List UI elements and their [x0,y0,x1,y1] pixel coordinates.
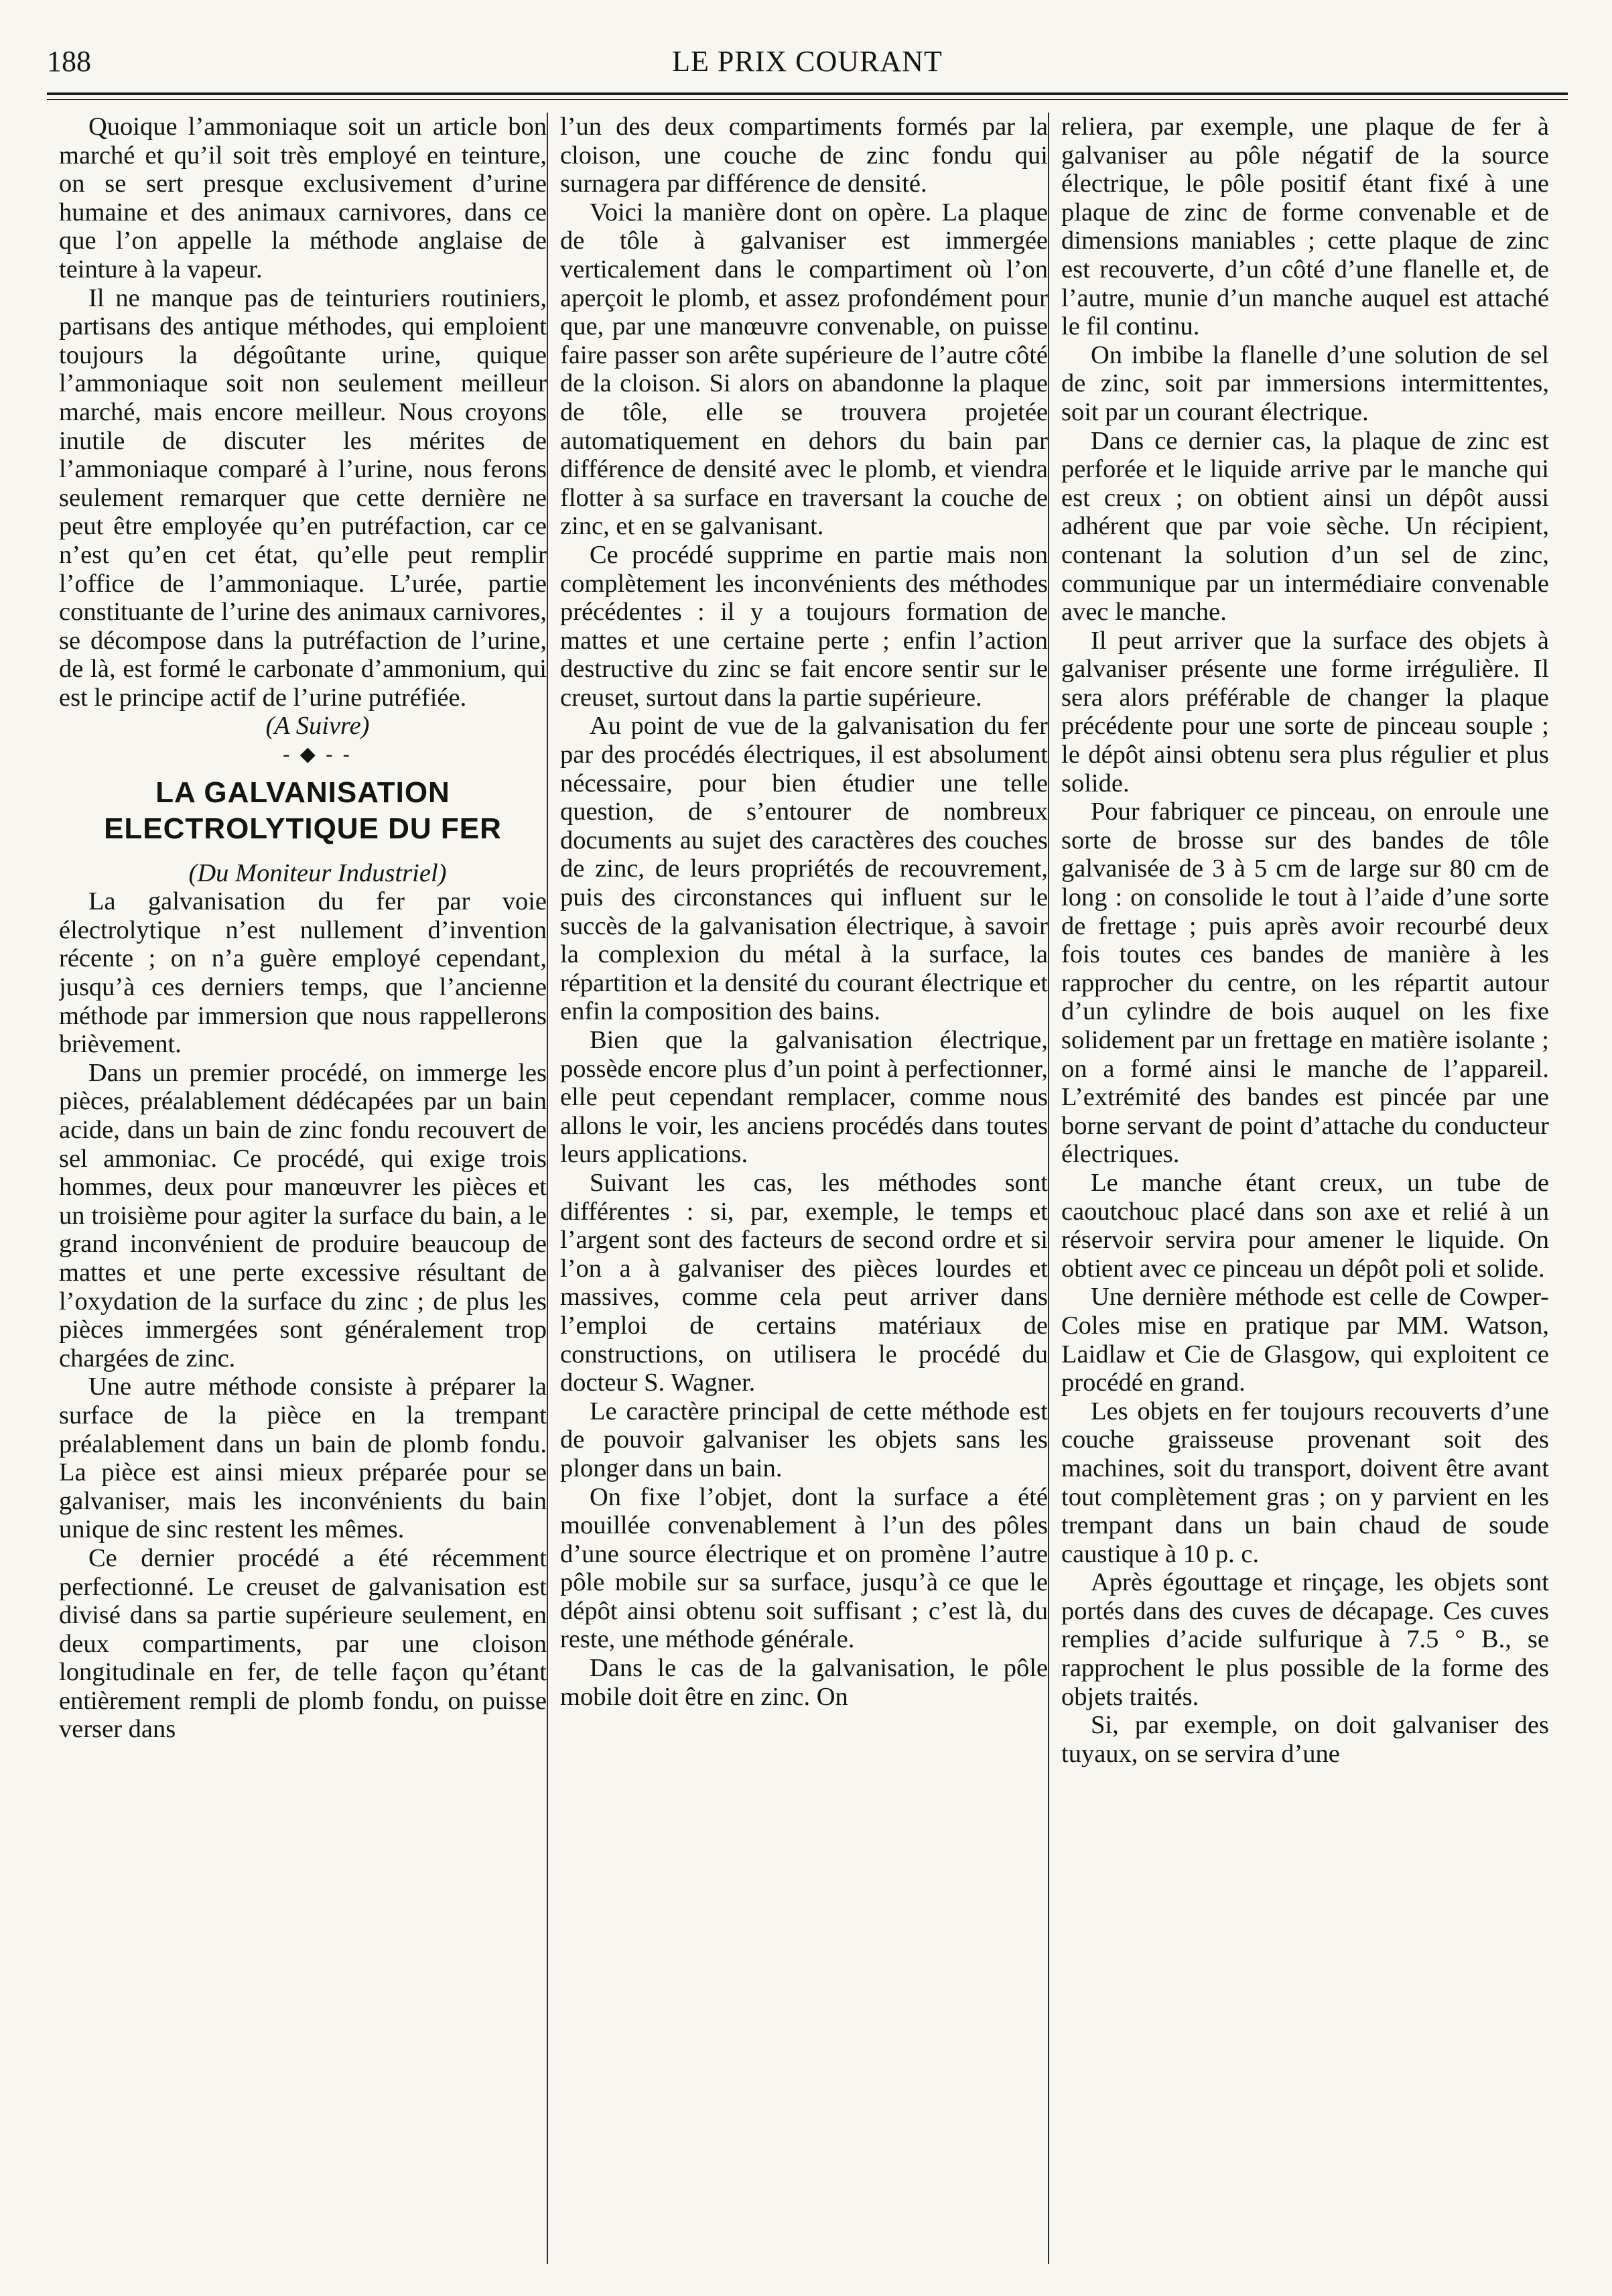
article-title: LA GALVANISATION ELECTROLYTIQUE DU FER [104,775,502,845]
paragraph: l’un des deux compartiments formés par la cloison, une couche de zinc fondu qui surnagera par différence de densité. [560,113,1048,198]
to-be-continued-note: (A Suivre) [265,712,370,741]
section-ornament: - ◆ - - [283,743,352,766]
paragraph: Dans un premier procédé, on immerge les pièces, préalablement dédécapées par un bain acide, dans un bain de zinc fondu recouvert de sel ammoniac. Ce procédé, qui exige trois hommes, deux pour manœuvrer les pièces et un troisième pour agiter la surface du bain, a le grand inconvénient de produire beaucoup de mattes et une perte excessive résultant de l’oxydation de la surface du zinc ; de plus les pièces immergées sont généralement trop chargées de zinc. [59,1058,547,1373]
header-rule-thin [47,99,1568,100]
header-rule [47,92,1568,95]
column-divider-1 [547,113,548,2264]
paragraph: Si, par exemple, on doit galvaniser des tuyaux, on se servira d’une [1061,1711,1549,1768]
paragraph: Une autre méthode consiste à préparer la surface de la pièce en la trempant préalablement dans un bain de plomb fondu. La pièce est ainsi mieux préparée pour se galvaniser, mais les inconvénients du bain unique de sinc restent les mêmes. [59,1373,547,1544]
paragraph: Il ne manque pas de teinturiers routiniers, partisans des antique méthodes, qui emploient toujours la dégoûtante urine, quique l’ammoniaque soit non seulement meilleur marché, mais encore meilleur. Nous croyons inutile de discuter les mérites de l’ammoniaque comparé à l’urine, nous ferons seulement remarquer que cette dernière ne peut être employée qu’en putréfaction, car ce n’est qu’en cet état, qu’elle peut remplir l’office de l’ammoniaque. L’urée, partie constituante de l’urine des animaux carnivores, se décompose dans la putréfaction de l’urine, de là, est formé le carbonate d’ammonium, qui est le principe actif de l’urine putréfiée. [59,283,547,712]
paragraph: On fixe l’objet, dont la surface a été mouillée convenablement à l’un des pôles d’une source électrique et on promène l’autre pôle mobile sur sa surface, jusqu’à ce que le dépôt ainsi obtenu soit suffisant ; c’est là, du reste, une méthode générale. [560,1482,1048,1654]
column-divider-2 [1048,113,1049,2264]
paragraph: La galvanisation du fer par voie électrolytique n’est nullement d’invention récente ; on n’a guère employé cependant, jusqu’à ces derniers temps, que l’ancienne méthode par immersion que nous rappellerons brièvement. [59,887,547,1059]
paragraph: Au point de vue de la galvanisation du fer par des procédés électriques, il est absolument nécessaire, pour bien étudier une telle question, de s’entourer de nombreux documents au sujet des caractères des couches de zinc, de leurs propriétés de recouvrement, puis des circonstances qui influent sur le succès de la galvanisation électrique, à savoir la complexion du métal à la surface, la répartition et la densité du courant électrique et enfin la composition des bains. [560,712,1048,1026]
page-number: 188 [47,45,91,78]
paragraph: Pour fabriquer ce pinceau, on enroule une sorte de brosse sur des bandes de tôle galvanisée de 3 à 5 cm de large sur 80 cm de long : on consolide le tout à l’aide d’une sorte de frettage ; puis après avoir recourbé deux fois toutes ces bandes de manière à les rapprocher du centre, on les répartit autour d’un cylindre de bois auquel on les fixe solidement par un frettage en matière isolante ; on a formé ainsi le manche de l’appareil. L’extrémité des bandes est pincée par une borne servant de point d’attache du conducteur électriques. [1061,798,1549,1169]
paragraph: Dans ce dernier cas, la plaque de zinc est perforée et le liquide arrive par le manche qui est creux ; on obtient ainsi un dépôt aussi adhérent que par voie sèche. Un récipient, contenant la solution d’un sel de zinc, communique par un intermédiaire convenable avec le manche. [1061,426,1549,627]
text-column-2 [560,113,1048,2271]
paragraph: Le caractère principal de cette méthode est de pouvoir galvaniser les objets sans les plonger dans un bain. [560,1397,1048,1482]
paragraph: Ce dernier procédé a été récemment perfectionné. Le creuset de galvanisation est divisé dans sa partie supérieure seulement, en deux compartiments, par une cloison longitudinale en fer, de telle façon qu’étant entièrement rempli de plomb fondu, on puisse verser dans [59,1543,547,1744]
paragraph: Les objets en fer toujours recouverts d’une couche graisseuse provenant soit des machines, soit du transport, doivent être avant tout complètement gras ; on y parvient en les trempant dans un bain chaud de soude caustique à 10 p. c. [1061,1397,1549,1568]
article-source: (Du Moniteur Industriel) [188,858,447,887]
paragraph: Ce procédé supprime en partie mais non complètement les inconvénients des méthodes précédentes : il y a toujours formation de mattes et une certaine perte ; enfin l’action destructive du zinc se fait encore sentir sur le creuset, surtout dans la partie supérieure. [560,540,1048,712]
paragraph: Dans le cas de la galvanisation, le pôle mobile doit être en zinc. On [560,1654,1048,1711]
paragraph: reliera, par exemple, une plaque de fer à galvaniser au pôle négatif de la source électrique, le pôle positif étant fixé à une plaque de zinc de forme convenable et de dimensions maniables ; cette plaque de zinc est recouverte, d’un côté d’une flanelle et, de l’autre, munie d’un manche auquel est attaché le fil continu. [1061,113,1549,341]
text-column-1 [59,113,547,2271]
paragraph: Suivant les cas, les méthodes sont différentes : si, par, exemple, le temps et l’argent sont des facteurs de second ordre et si l’on a à galvaniser des pièces lourdes et massives, comme cela peut arriver dans l’emploi de certains matériaux de constructions, on utilisera le procédé du docteur S. Wagner. [560,1168,1048,1397]
paragraph: Bien que la galvanisation électrique, possède encore plus d’un point à perfectionner, elle peut cependant remplacer, comme nous allons le voir, les anciens procédés dans toutes leurs applications. [560,1026,1048,1169]
paragraph: Voici la manière dont on opère. La plaque de tôle à galvaniser est immergée verticalement dans le compartiment où l’on aperçoit le plomb, et assez profondément pour que, par une manœuvre convenable, on puisse faire passer son arête supérieure de l’autre côté de la cloison. Si alors on abandonne la plaque de tôle, elle se trouvera projetée automatiquement en dehors du bain par différence de densité avec le plomb, et viendra flotter à sa surface en traversant la couche de zinc, et en se galvanisant. [560,198,1048,541]
text-column-3 [1061,113,1549,2271]
paragraph: Le manche étant creux, un tube de caoutchouc placé dans son axe et relié à un réservoir servira pour amener le liquide. On obtient avec ce pinceau un dépôt poli et solide. [1061,1168,1549,1283]
paragraph: Après égouttage et rinçage, les objets sont portés dans des cuves de décapage. Ces cuves remplies d’acide sulfurique à 7.5 ° B., se rapprochent le plus possible de la forme des objets traités. [1061,1568,1549,1711]
paragraph: Il peut arriver que la surface des objets à galvaniser présente une forme irrégulière. Il sera alors préférable de changer la plaque précédente pour une sorte de pinceau souple ; le dépôt ainsi obtenu sera plus régulier et plus solide. [1061,626,1549,798]
paragraph: Une dernière méthode est celle de Cowper-Coles mise en pratique par MM. Watson, Laidlaw et Cie de Glasgow, qui exploitent ce procédé en grand. [1061,1283,1549,1397]
paragraph: Quoique l’ammoniaque soit un article bon marché et qu’il soit très employé en teinture, on se sert presque exclusivement d’urine humaine et des animaux carnivores, dans ce que l’on appelle la méthode anglaise de teinture à la vapeur. [59,113,547,283]
page-header [47,40,1568,87]
running-title: LE PRIX COURANT [672,45,943,78]
paragraph: On imbibe la flanelle d’une solution de sel de zinc, soit par immersions intermittentes, soit par un courant électrique. [1061,340,1549,426]
